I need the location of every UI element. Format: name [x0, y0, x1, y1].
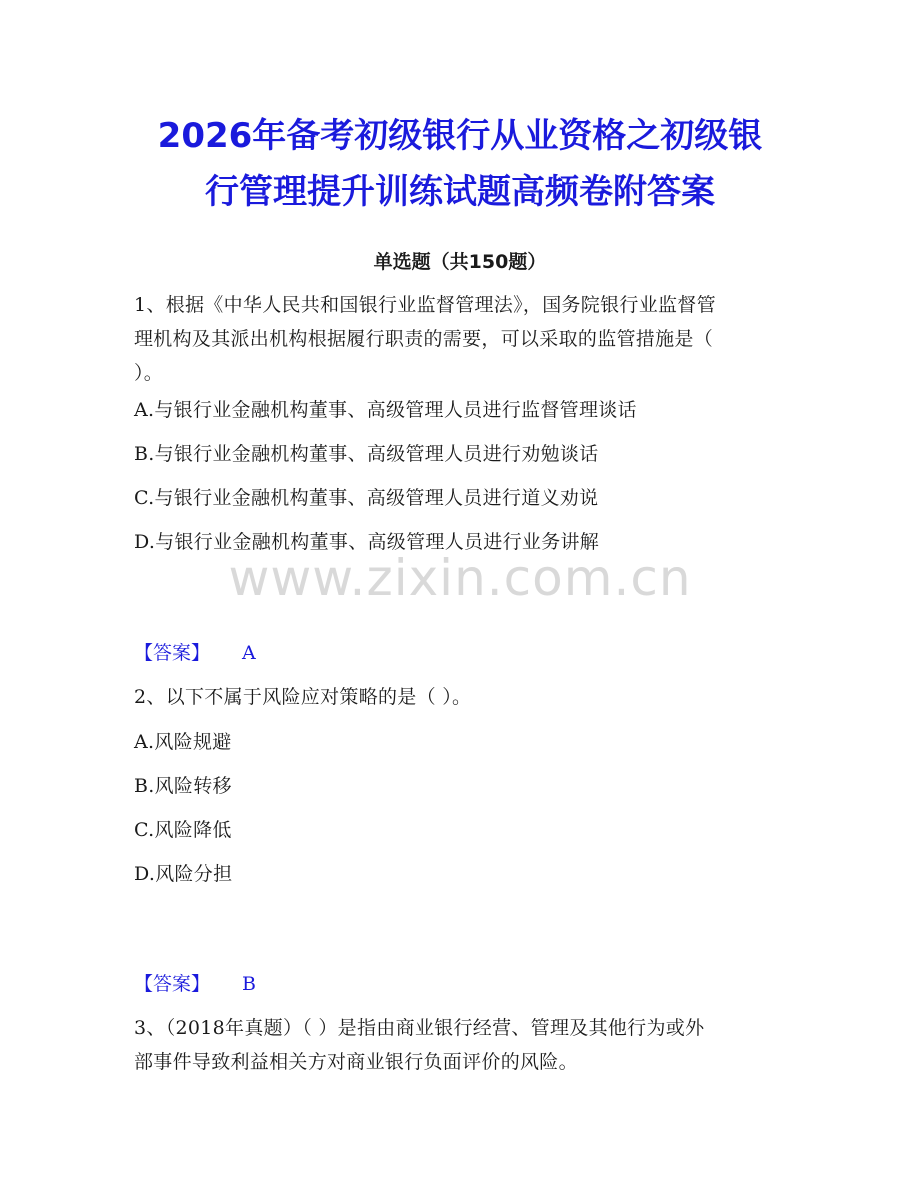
- question-1-option-a: A.与银行业金融机构董事、高级管理人员进行监督管理谈话: [134, 399, 637, 421]
- answer-label: 【答案】: [134, 642, 211, 664]
- title-line-1: 2026年备考初级银行从业资格之初级银: [157, 116, 763, 156]
- question-3: [134, 1011, 794, 1079]
- section-heading: 单选题（共150题）: [373, 251, 547, 273]
- question-text-line: 部事件导致利益相关方对商业银行负面评价的风险。: [134, 1051, 578, 1073]
- watermark: www.zixin.com.cn: [228, 549, 692, 607]
- question-1-answer: [134, 639, 256, 667]
- question-1-option-b: B.与银行业金融机构董事、高级管理人员进行劝勉谈话: [134, 443, 599, 465]
- question-1-option-d: D.与银行业金融机构董事、高级管理人员进行业务讲解: [134, 531, 600, 553]
- title-line-2: 行管理提升训练试题高频卷附答案: [205, 172, 715, 212]
- document-title: [100, 108, 820, 220]
- question-2-answer: [134, 970, 256, 998]
- question-2-option-c: C.风险降低: [134, 819, 232, 841]
- question-1-option-c: C.与银行业金融机构董事、高级管理人员进行道义劝说: [134, 487, 599, 509]
- question-1: [134, 288, 794, 390]
- question-text-line: ）。: [134, 362, 164, 384]
- question-text-line: 理机构及其派出机构根据履行职责的需要，可以采取的监管措施是（: [134, 328, 714, 350]
- question-2-option-b: B.风险转移: [134, 775, 232, 797]
- question-2-option-d: D.风险分担: [134, 863, 233, 885]
- answer-value: A: [242, 642, 256, 664]
- question-text-line: 2、以下不属于风险应对策略的是（ ）。: [134, 686, 472, 708]
- answer-label: 【答案】: [134, 973, 211, 995]
- question-2: [134, 680, 794, 714]
- answer-value: B: [242, 973, 256, 995]
- question-text-line: 1、根据《中华人民共和国银行业监督管理法》，国务院银行业监督管: [134, 294, 716, 316]
- question-2-option-a: A.风险规避: [134, 731, 232, 753]
- question-text-line: 3、（2018年真题）（ ）是指由商业银行经营、管理及其他行为或外: [134, 1017, 705, 1039]
